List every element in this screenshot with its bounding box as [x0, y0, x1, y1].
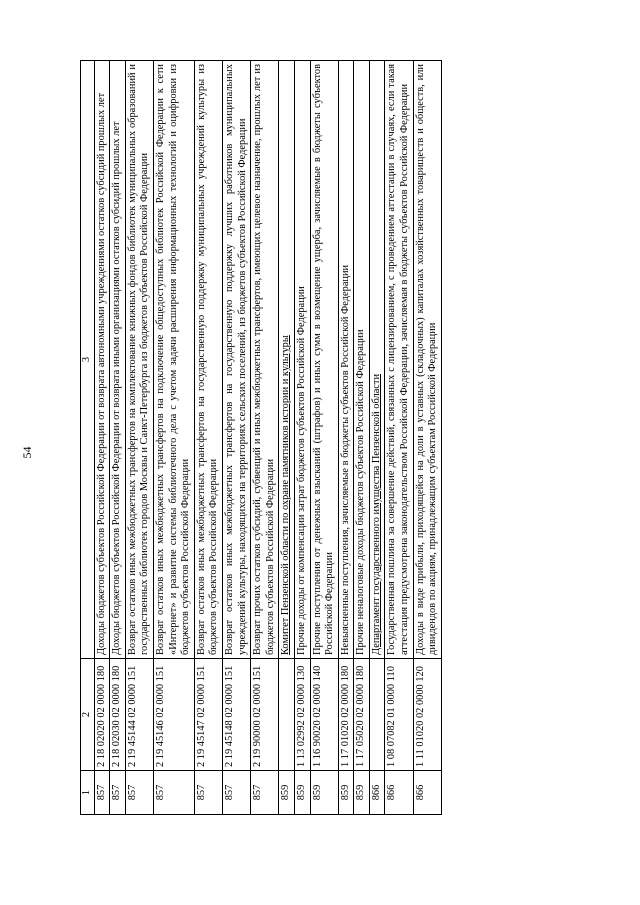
row-budget-code: 1 16 90020 02 0000 140 [310, 659, 338, 771]
table-row [194, 61, 222, 815]
row-admin-code: 857 [222, 771, 250, 815]
header-col-2: 2 [81, 659, 95, 771]
row-description: Доходы в виде прибыли, приходящейся на доли в уставных (складочных) капиталах хозяйственных товариществ и обществ, или дивидендов по акциям, принадлежащим субъектам Российской Федерации [413, 61, 441, 659]
table-row [125, 61, 153, 815]
table-row [110, 61, 126, 815]
row-description: Прочие неналоговые доходы бюджетов субъектов Российской Федерации [354, 61, 370, 659]
row-admin-code: 857 [153, 771, 194, 815]
row-budget-code: 1 17 01020 02 0000 180 [338, 659, 354, 771]
table-header-row [81, 61, 95, 815]
table-row [94, 61, 110, 815]
row-admin-code: 859 [279, 771, 295, 815]
row-admin-code: 857 [110, 771, 126, 815]
row-admin-code: 859 [310, 771, 338, 815]
section-heading-row [279, 61, 295, 815]
row-budget-code [279, 659, 295, 771]
row-admin-code: 857 [194, 771, 222, 815]
row-description: Комитет Пензенской области по охране памятников истории и культуры [279, 61, 295, 659]
row-budget-code: 2 19 45146 02 0000 151 [153, 659, 194, 771]
row-admin-code: 859 [294, 771, 310, 815]
table-row [222, 61, 250, 815]
row-budget-code: 1 17 05020 02 0000 180 [354, 659, 370, 771]
table-body [94, 61, 441, 815]
row-admin-code: 857 [94, 771, 110, 815]
row-budget-code: 2 18 02020 02 0000 180 [94, 659, 110, 771]
header-col-3: 3 [81, 61, 95, 659]
table-row [338, 61, 354, 815]
row-budget-code [369, 659, 385, 771]
row-description: Возврат остатков иных межбюджетных трансфертов на подключение общедоступных библиотек Российской Федерации к сети «Интернет» и развитие системы библиотечного дела с учетом задачи расширения информационных технологий и оцифровки из бюджетов субъектов Российской Федерации [153, 61, 194, 659]
table-row [385, 61, 413, 815]
table-row [354, 61, 370, 815]
header-col-1: 1 [81, 771, 95, 815]
row-description: Доходы бюджетов субъектов Российской Федерации от возврата иными организациями остатков субсидий прошлых лет [110, 61, 126, 659]
section-heading-row [369, 61, 385, 815]
row-description: Департамент государственного имущества Пензенской области [369, 61, 385, 659]
row-budget-code: 2 19 45148 02 0000 151 [222, 659, 250, 771]
row-description: Прочие доходы от компенсации затрат бюджетов субъектов Российской Федерации [294, 61, 310, 659]
row-budget-code: 1 13 02992 02 0000 130 [294, 659, 310, 771]
row-admin-code: 866 [413, 771, 441, 815]
row-budget-code: 1 08 07082 01 0000 110 [385, 659, 413, 771]
row-admin-code: 857 [125, 771, 153, 815]
row-description: Возврат остатков иных межбюджетных трансфертов на государственную поддержку муниципальных учреждений культуры из бюджетов субъектов Российской Федерации [194, 61, 222, 659]
row-admin-code: 859 [338, 771, 354, 815]
budget-codes-table [80, 60, 442, 815]
row-admin-code: 866 [369, 771, 385, 815]
table-row [310, 61, 338, 815]
row-admin-code: 857 [251, 771, 279, 815]
row-description: Возврат остатков иных межбюджетных трансфертов на государственную поддержку лучших работников муниципальных учреждений культуры, находящихся на территориях сельских поселений, из бюджетов субъектов Российской Федерации [222, 61, 250, 659]
row-description: Возврат остатков иных межбюджетных трансфертов на комплектование книжных фондов библиотек муниципальных образований и государственных библиотек городов Москвы и Санкт-Петербурга из бюджетов субъектов Российской Федерации [125, 61, 153, 659]
row-description: Возврат прочих остатков субсидий, субвенций и иных межбюджетных трансфертов, имеющих целевое назначение, прошлых лет из бюджетов субъектов Российской Федерации [251, 61, 279, 659]
table-row [153, 61, 194, 815]
row-budget-code: 1 11 01020 02 0000 120 [413, 659, 441, 771]
page-number: 54 [20, 446, 34, 459]
table-row [294, 61, 310, 815]
row-budget-code: 2 18 02030 02 0000 180 [110, 659, 126, 771]
row-budget-code: 2 19 90000 02 0000 151 [251, 659, 279, 771]
row-description: Доходы бюджетов субъектов Российской Федерации от возврата автономными учреждениями остатков субсидий прошлых лет [94, 61, 110, 659]
row-admin-code: 859 [354, 771, 370, 815]
row-budget-code: 2 19 45144 02 0000 151 [125, 659, 153, 771]
row-budget-code: 2 19 45147 02 0000 151 [194, 659, 222, 771]
row-description: Невыясненные поступления, зачисляемые в бюджеты субъектов Российской Федерации [338, 61, 354, 659]
row-description: Прочие поступления от денежных взысканий (штрафов) и иных сумм в возмещение ущерба, зачисляемые в бюджеты субъектов Российской Федерации [310, 61, 338, 659]
row-description: Государственная пошлина за совершение действий, связанных с лицензированием, с проведением аттестации в случаях, если такая аттестация предусмотрена законодательством Российской Федерации, зачисляемая в бюджеты субъектов Российской Федерации [385, 61, 413, 659]
row-admin-code: 866 [385, 771, 413, 815]
table-row [251, 61, 279, 815]
table-row [413, 61, 441, 815]
